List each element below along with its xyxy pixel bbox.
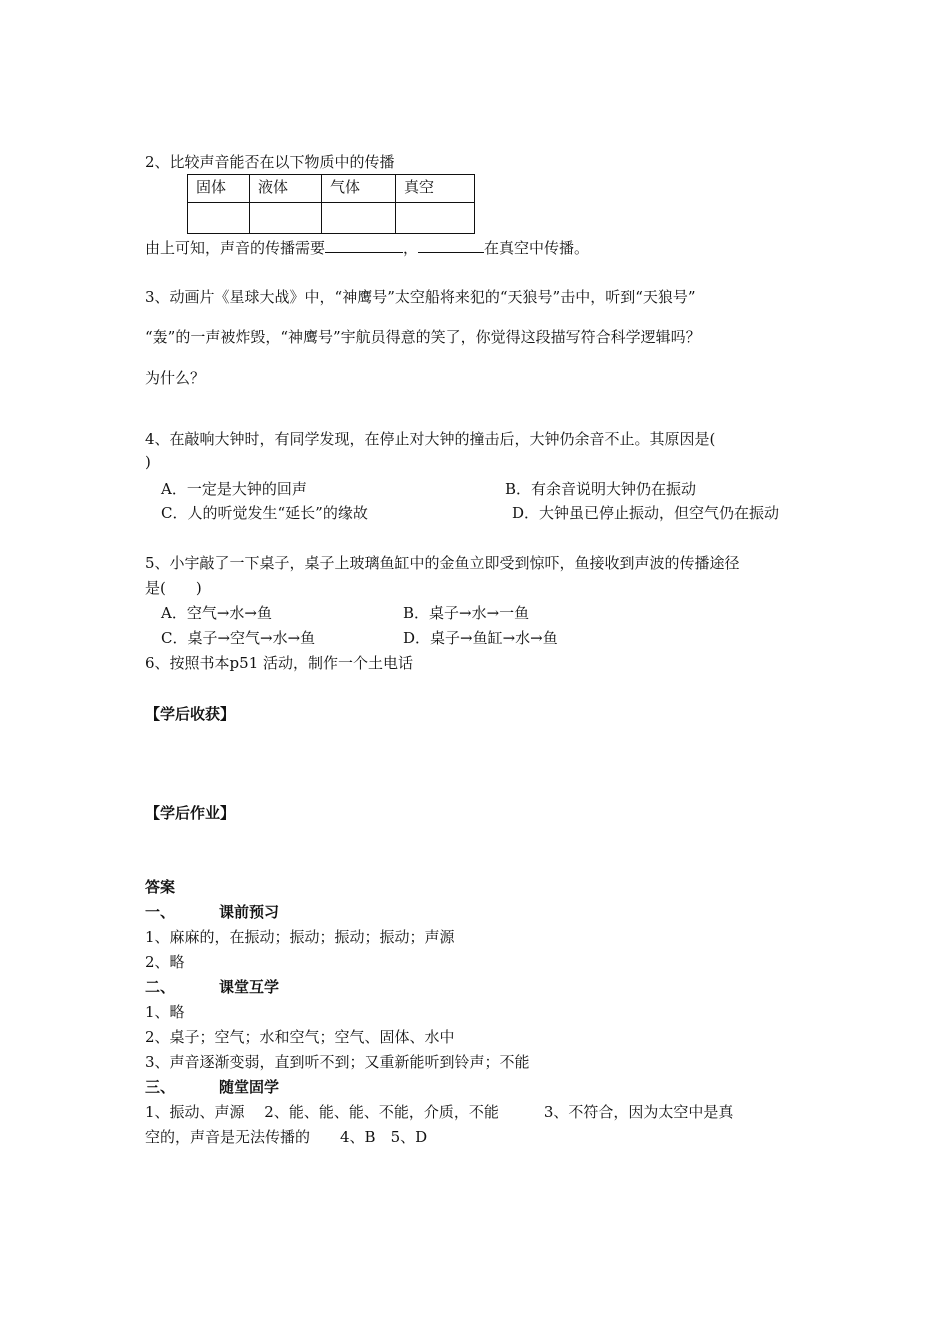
table-header-cell: 气体: [322, 175, 396, 203]
answer-section-heading: [145, 1077, 279, 1097]
answer-section-heading: [145, 977, 279, 997]
question-3-line: 为什么？: [145, 369, 206, 387]
conclusion-text: 由上可知，声音的传播需要: [145, 239, 326, 257]
table-header-row: [188, 175, 475, 203]
answer-section-number: 一、: [145, 903, 176, 921]
question-4-line: 4、在敲响大钟时，有同学发现，在停止对大钟的撞击后，大钟仍余音不止。其原因是(: [145, 430, 716, 448]
answer-blank: [418, 237, 484, 253]
answer-section-title: 课前预习: [219, 903, 280, 921]
answer-line: 2、略: [145, 953, 185, 971]
answer-blank: [325, 237, 403, 253]
table-answer-cell: [250, 203, 322, 234]
table-answer-cell: [322, 203, 396, 234]
medium-table: [187, 174, 475, 234]
table-header-cell: 液体: [250, 175, 322, 203]
answer-line: 1、略: [145, 1003, 185, 1021]
question-4-option-a: A．一定是大钟的回声: [161, 480, 307, 498]
table-answer-cell: [396, 203, 475, 234]
answer-section-title: 课堂互学: [219, 978, 280, 996]
question-3-line: 3、动画片《星球大战》中，“神鹰号”太空船将来犯的“天狼号”击中，听到“天狼号”: [145, 288, 696, 306]
table-answer-row: [188, 203, 475, 234]
answer-line: 1、振动、声源 2、能、能、能、不能，介质，不能 3、不符合，因为太空中是真: [145, 1103, 734, 1121]
question-5-option-a: A．空气→水→鱼: [161, 604, 272, 622]
answer-line: 空的，声音是无法传播的 4、B 5、D: [145, 1128, 428, 1146]
table-header-cell: 真空: [396, 175, 475, 203]
section-heading-harvest: 【学后收获】: [145, 705, 236, 723]
question-3-line: “轰”的一声被炸毁，“神鹰号”宇航员得意的笑了，你觉得这段描写符合科学逻辑吗？: [145, 328, 701, 346]
question-5-option-d: D．桌子→鱼缸→水→鱼: [403, 629, 558, 647]
question-2-conclusion: [145, 237, 589, 258]
question-4-option-c: C．人的听觉发生“延长”的缘故: [161, 504, 368, 522]
table-answer-cell: [188, 203, 250, 234]
question-4-option-d: D．大钟虽已停止振动，但空气仍在振动: [512, 504, 780, 522]
answer-line: 3、声音逐渐变弱，直到听不到；又重新能听到铃声；不能: [145, 1053, 530, 1071]
question-4-option-b: B．有余音说明大钟仍在振动: [505, 480, 697, 498]
answer-line: 1、麻麻的，在振动；振动；振动；振动；声源: [145, 928, 455, 946]
question-5-line: 是( ): [145, 579, 202, 597]
question-5-line: 5、小宇敲了一下桌子，桌子上玻璃鱼缸中的金鱼立即受到惊吓，鱼接收到声波的传播途径: [145, 554, 740, 572]
table-header-cell: 固体: [188, 175, 250, 203]
answer-line: 2、桌子；空气；水和空气；空气、固体、水中: [145, 1028, 455, 1046]
question-4-line: ): [145, 453, 151, 471]
section-heading-homework: 【学后作业】: [145, 804, 236, 822]
answer-section-title: 随堂固学: [219, 1078, 280, 1096]
question-5-option-b: B．桌子→水→一鱼: [403, 604, 530, 622]
answer-section-number: 三、: [145, 1078, 176, 1096]
question-6-line: 6、按照书本p51 活动，制作一个土电话: [145, 654, 414, 672]
conclusion-text: 在真空中传播。: [484, 239, 590, 257]
answer-section-heading: [145, 902, 279, 922]
question-2-title: 2、比较声音能否在以下物质中的传播: [145, 153, 395, 171]
answers-title: 答案: [145, 878, 176, 896]
question-5-option-c: C．桌子→空气→水→鱼: [161, 629, 316, 647]
conclusion-text: ，: [403, 239, 419, 257]
answer-section-number: 二、: [145, 978, 176, 996]
